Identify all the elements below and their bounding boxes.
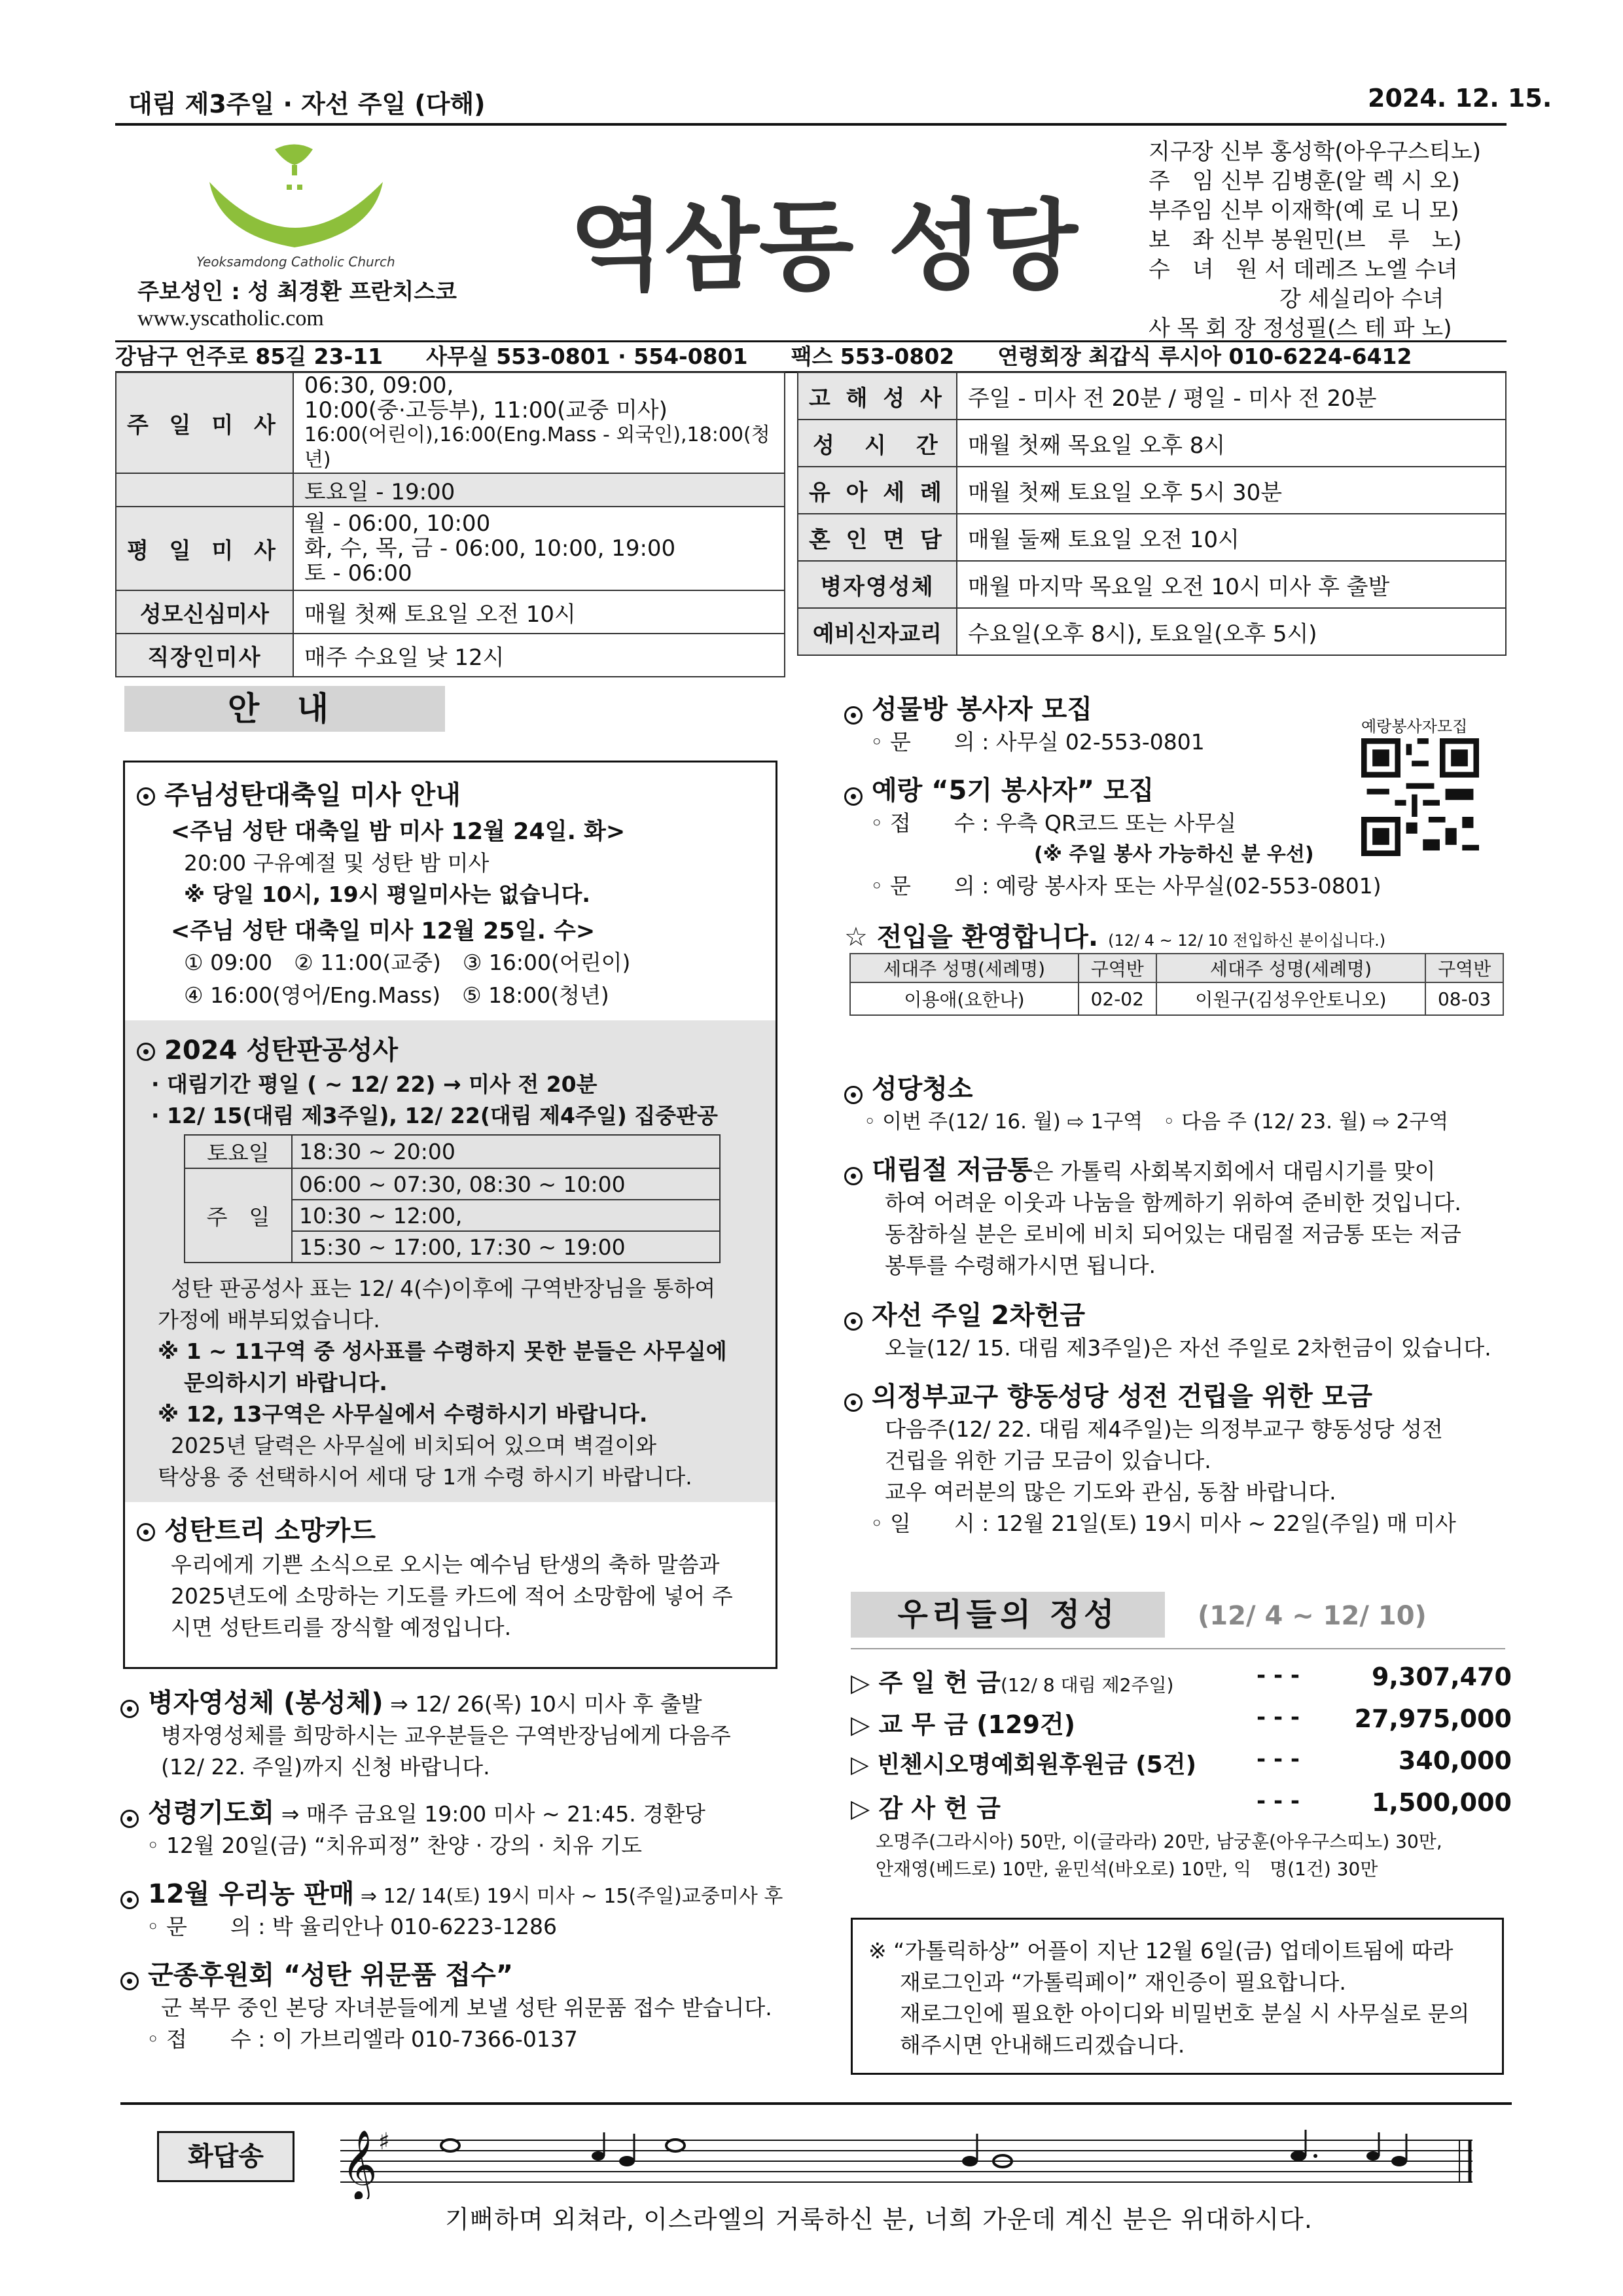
sched-value: 수요일(오후 8시), 토요일(오후 5시) [957,608,1506,655]
army-heading [120,1954,513,1992]
thanks-line: 안재영(베드로) 10만, 윤민석(바오로) 10만, 익 명(1건) 30만 [876,1858,1378,1880]
thanks-line: 오명주(그라시아) 50만, 이(글라라) 20만, 남궁훈(아우구스띠노) 30만, [876,1831,1442,1852]
day-line: ④ 16:00(영어/Eng.Mass) ⑤ 18:00(청년) [184,982,609,1008]
staff-line: 지구장 신부 홍성학(아우구스티노) [1149,139,1481,165]
circle-bullet-icon [120,1700,139,1718]
section-tail: 은 가톨릭 사회복지회에서 대림시기를 맞이 [1032,1158,1436,1184]
music-notation-icon [340,2121,1472,2199]
tree-line: 우리에게 기쁜 소식으로 오시는 예수님 탄생의 축하 말씀과 [171,1552,720,1577]
logo-caption: Yeoksamdong Catholic Church [196,254,395,270]
announce-title: 안 내 [227,690,342,728]
day-heading: <주님 성탄 대축일 미사 12월 25일. 수> [171,918,596,944]
offering-row [851,1788,1512,1824]
sick-communion-heading [120,1682,702,1719]
offering-note: (12/ 8 대림 제2주일) [1000,1674,1174,1696]
sched-label: 병자영성체 [798,561,957,608]
notice-line: 재로그인에 필요한 아이디와 비밀번호 분실 시 사무실로 문의 [900,2001,1470,2026]
sched-label: 유 아 세 례 [798,467,957,514]
staff-line: 주 임 신부 김병훈(알 렉 시 오) [1149,168,1460,194]
day-line: ① 09:00 ② 11:00(교중) ③ 16:00(어린이) [184,950,631,975]
tree-line: 시면 성탄트리를 장식할 예정입니다. [171,1615,512,1640]
yerang-heading [844,770,1154,807]
weekday-line: 화, 수, 목, 금 - 06:00, 10:00, 19:00 [304,535,676,562]
conf-time: 15:30 ~ 17:00, 17:30 ~ 19:00 [292,1231,720,1263]
army-line: 군 복무 중인 본당 자녀분들에게 보낼 성탄 위문품 접수 받습니다. [161,1995,772,2020]
circle-bullet-icon [137,1523,155,1541]
conf-time: 10:30 ~ 12:00, [292,1200,720,1231]
section-note: (12/ 4 ~ 12/ 10 전입하신 분이십니다.) [1108,931,1386,950]
weekday-line: 토 - 06:00 [304,560,412,586]
saturday-mass: 토요일 - 19:00 [293,473,785,507]
announce-title-bar [124,686,445,732]
circle-bullet-icon [844,1312,863,1331]
offering-row [851,1704,1512,1740]
staff-line: 보 좌 신부 봉원민(브 루 노) [1149,227,1462,253]
offering-label: ▷ 빈첸시오명예회원후원금 (5건) [851,1751,1197,1778]
psalm-text: 기뻐하며 외쳐라, 이스라엘의 거룩하신 분, 너희 가운데 계신 분은 위대하시다. [445,2205,1313,2234]
weekday-mass-times [293,507,785,590]
sched-label: 예비신자교리 [798,608,957,655]
staff-line: 부주임 신부 이재학(예 로 니 모) [1149,198,1459,224]
section-title: 2024 성탄판공성사 [164,1035,399,1066]
savings-heading [844,1149,1436,1187]
confession-panel [125,1020,776,1502]
yerang-line: ◦ 문 의 : 예랑 봉사자 또는 사무실(02-553-0801) [870,873,1382,899]
circle-bullet-icon [844,1167,863,1185]
goods-line: ◦ 문 의 : 사무실 02-553-0801 [870,729,1205,755]
conf-time: 18:30 ~ 20:00 [292,1135,720,1168]
qr-code-icon[interactable] [1361,738,1479,856]
savings-line: 봉투를 수령해가시면 됩니다. [885,1253,1156,1278]
staff-line: 강 세실리아 수녀 [1279,286,1444,312]
confession-line: · 12/ 15(대림 제3주일), 12/ 22(대림 제4주일) 집중판공 [151,1103,718,1128]
sunday-mass-label: 주 일 미 사 [116,372,293,473]
weekday-mass-label: 평 일 미 사 [116,507,293,590]
sched-value: 매월 첫째 토요일 오후 5시 30분 [957,467,1506,514]
church-logo [196,136,393,267]
marian-mass-value: 매월 첫째 토요일 오전 10시 [293,590,785,634]
tree-heading [137,1510,376,1547]
confession-note: ※ 12, 13구역은 사무실에서 수령하시기 바랍니다. [158,1401,648,1427]
circle-bullet-icon [844,1393,863,1412]
offering-dash: - - - [1257,1746,1300,1772]
offering-rule [851,1648,1505,1649]
section-title: ☆ 전입을 환영합니다. [844,922,1099,952]
offering-row [851,1662,1512,1698]
section-tail: ⇒ 12/ 26(목) 10시 미사 후 출발 [383,1691,702,1717]
section-title: 자선 주일 2차헌금 [872,1300,1086,1331]
section-title: 군종후원회 “성탄 위문품 접수” [148,1960,514,1990]
circle-bullet-icon [137,1043,155,1061]
section-title: 의정부교구 향동성당 성전 건립을 위한 모금 [872,1382,1373,1412]
building-line: ◦ 일 시 : 12월 21일(토) 19시 미사 ~ 22일(주일) 매 미사 [870,1511,1456,1536]
confession-line: · 대림기간 평일 ( ~ 12/ 22) → 미사 전 20분 [151,1071,597,1097]
welcome-header: 구역반 [1079,954,1156,982]
christmas-box [123,761,777,1669]
confession-note: 문의하시기 바랍니다. [184,1370,387,1395]
confession-time-table [184,1134,721,1263]
sacrament-schedule-table [797,372,1507,656]
eve-heading: <주님 성탄 대축일 밤 미사 12월 24일. 화> [171,819,626,845]
address-line: 강남구 언주로 85길 23-11 사무실 553-0801 · 554-0801 팩스 553-0802 연령회장 최갑식 루시아 010-6224-6412 [115,344,1412,369]
offering-list [851,1662,1512,1911]
yerang-line: ◦ 접 수 : 우측 QR코드 또는 사무실 [870,810,1237,836]
staff-list [1149,137,1481,344]
sunday-mass-times [293,372,785,473]
notice-line: 해주시면 안내해드리겠습니다. [900,2032,1185,2058]
circle-bullet-icon [844,706,863,725]
cleaning-heading [844,1068,973,1105]
dove-cross-icon [196,136,393,267]
notice-line: ※ “가톨릭하상” 어플이 지난 12월 6일(금) 업데이트됨에 따라 [868,1938,1454,1964]
eve-line: ※ 당일 10시, 19시 평일미사는 없습니다. [184,882,590,907]
offering-title: 우리들의 정성 [897,1596,1118,1633]
section-title: 성탄트리 소망카드 [164,1516,376,1546]
notice-line: 재로그인과 “가톨릭페이” 재인증이 필요합니다. [900,1969,1346,1995]
conf-day: 토요일 [185,1135,292,1168]
sched-value: 주일 - 미사 전 20분 / 평일 - 미사 전 20분 [957,372,1506,420]
savings-line: 동참하실 분은 로비에 비치 되어있는 대림절 저금통 또는 저금 [885,1221,1461,1247]
address-bar [115,340,1507,373]
circle-bullet-icon [120,1972,139,1990]
staff-line: 사 목 회 장 정성필(스 테 파 노) [1149,315,1452,342]
worker-mass-label: 직장인미사 [116,634,293,677]
christmas-mass-heading [137,774,461,812]
qr-label: 예랑봉사자모집 [1361,717,1468,736]
offering-dash: - - - [1257,1788,1300,1814]
confession-note: 탁상용 중 선택하시어 세대 당 1개 수령 하시기 바랍니다. [158,1464,692,1490]
sick-line: (12/ 22. 주일)까지 신청 바랍니다. [161,1754,490,1780]
staff-line: 수 녀 원 서 데레즈 노엘 수녀 [1149,257,1458,283]
welcome-cell: 이용애(요한나) [850,982,1079,1015]
circle-bullet-icon [137,787,155,806]
offering-amount: 340,000 [1398,1746,1512,1775]
weekday-line: 월 - 06:00, 10:00 [304,511,491,537]
right-items [844,689,1512,1592]
bulletin-date: 2024. 12. 15. [1368,84,1552,113]
left-items [120,1682,781,2101]
circle-bullet-icon [844,1086,863,1104]
circle-bullet-icon [844,787,863,806]
church-name: 역삼동 성당 [569,190,1078,304]
circle-bullet-icon [120,1810,139,1828]
savings-line: 하여 어려운 이웃과 나눔을 함께하기 위하여 준비한 것입니다. [885,1190,1461,1215]
sunday-line: 06:30, 09:00, [304,372,454,399]
confession-note: 성탄 판공성사 표는 12/ 4(수)이후에 구역반장님을 통하여 [171,1276,716,1301]
section-title: 주님성탄대축일 미사 안내 [164,780,461,810]
patron-saint: 주보성인 : 성 최경환 프란치스코 [137,279,457,305]
conf-day: 주 일 [185,1168,292,1263]
building-line: 다음주(12/ 22. 대림 제4주일)는 의정부교구 향동성당 성전 [885,1416,1443,1442]
sched-label: 성 시 간 [798,420,957,467]
eve-line: 20:00 구유예절 및 성탄 밤 미사 [184,850,490,876]
farm-line: ◦ 문 의 : 박 율리안나 010-6223-1286 [147,1914,557,1939]
goods-heading [844,689,1092,726]
offering-label: ▷ 교 무 금 (129건) [851,1710,1076,1739]
offering-amount: 27,975,000 [1354,1704,1512,1733]
mass-schedule-table [115,372,785,677]
svg-text:♯: ♯ [378,2128,390,2155]
army-line: ◦ 접 수 : 이 가브리엘라 010-7366-0137 [147,2026,578,2052]
section-title: 성령기도회 [148,1798,275,1828]
welcome-heading [844,916,1385,954]
offering-amount: 9,307,470 [1372,1662,1512,1691]
charity-heading [844,1295,1085,1332]
app-notice-box [851,1918,1504,2075]
confession-note: ※ 1 ~ 11구역 중 성사표를 수령하지 못한 분들은 사무실에 [158,1338,727,1364]
section-title: 성당청소 [872,1074,973,1104]
welcome-header: 구역반 [1425,954,1503,982]
confession-note: 2025년 달력은 사무실에 비치되어 있으며 벽걸이와 [171,1433,657,1458]
welcome-cell: 이원구(김성우안토니오) [1156,982,1426,1015]
welcome-table [849,953,1504,1016]
section-tail: ⇒ 12/ 14(토) 19시 미사 ~ 15(주일)교중미사 후 [354,1885,783,1908]
cleaning-line: ◦ 이번 주(12/ 16. 월) ⇨ 1구역 ◦ 다음 주 (12/ 23. 월) ⇨ 2구역 [864,1110,1449,1134]
offering-row [851,1746,1512,1780]
yerang-line: (※ 주일 봉사 가능하신 분 우선) [1034,843,1314,866]
sunday-line: 16:00(어린이),16:00(Eng.Mass - 외국인),18:00(청년) [304,423,770,471]
section-title: 성물방 봉사자 모집 [872,694,1092,725]
section-tail: ⇒ 매주 금요일 19:00 미사 ~ 21:45. 경환당 [274,1801,705,1827]
sched-value: 매월 둘째 토요일 오전 10시 [957,514,1506,561]
sched-value: 매월 첫째 목요일 오후 8시 [957,420,1506,467]
building-line: 건립을 위한 기금 모금이 있습니다. [885,1448,1211,1473]
offering-label: ▷ 감 사 헌 금 [851,1794,1001,1823]
offering-period: (12/ 4 ~ 12/ 10) [1198,1601,1427,1631]
section-title: 예랑 “5기 봉사자” 모집 [872,776,1154,806]
marian-mass-label: 성모신심미사 [116,590,293,634]
sick-line: 병자영성체를 희망하시는 교우분들은 구역반장님에게 다음주 [161,1723,731,1748]
psalm-label: 화답송 [188,2142,264,2172]
welcome-header: 세대주 성명(세례명) [1156,954,1426,982]
building-heading [844,1376,1372,1413]
sunday-line: 10:00(중·고등부), 11:00(교중 미사) [304,397,668,423]
farm-sale-heading [120,1873,783,1910]
holy-spirit-heading [120,1792,705,1829]
welcome-cell: 02-02 [1079,982,1156,1015]
saturday-blank [116,473,293,507]
liturgical-day: 대림 제3주일 · 자선 주일 (다해) [128,90,486,118]
music-staff [340,2121,1472,2199]
confession-note: 가정에 배부되었습니다. [158,1307,380,1333]
offering-title-bar [851,1592,1165,1638]
welcome-header: 세대주 성명(세례명) [850,954,1079,982]
conf-time: 06:00 ~ 07:30, 08:30 ~ 10:00 [292,1168,720,1200]
offering-label: ▷ 주 일 헌 금 [851,1668,1001,1697]
worker-mass-value: 매주 수요일 낮 12시 [293,634,785,677]
section-title: 병자영성체 (봉성체) [148,1688,383,1718]
sched-label: 고 해 성 사 [798,372,957,420]
section-title: 대림절 저금통 [872,1155,1033,1185]
sched-value: 매월 마지막 목요일 오전 10시 미사 후 출발 [957,561,1506,608]
offering-dash: - - - [1257,1662,1300,1689]
building-line: 교우 여러분의 많은 기도와 관심, 동참 바랍니다. [885,1479,1336,1505]
svg-text:𝄞: 𝄞 [342,2129,378,2199]
circle-bullet-icon [120,1891,139,1909]
psalm-label-box [157,2131,294,2182]
charity-line: 오늘(12/ 15. 대림 제3주일)은 자선 주일로 2차헌금이 있습니다. [885,1335,1491,1361]
website-link[interactable]: www.yscatholic.com [137,306,324,331]
sched-label: 혼 인 면 담 [798,514,957,561]
confession-heading [137,1030,398,1067]
spirit-line: ◦ 12월 20일(금) “치유피정” 찬양 · 강의 · 치유 기도 [147,1833,642,1858]
section-title: 12월 우리농 판매 [148,1879,355,1909]
offering-dash: - - - [1257,1704,1300,1731]
header-rule [115,123,1507,126]
bottom-rule [120,2102,1512,2105]
tree-line: 2025년도에 소망하는 기도를 카드에 적어 소망함에 넣어 주 [171,1583,733,1609]
offering-amount: 1,500,000 [1372,1788,1512,1817]
welcome-cell: 08-03 [1425,982,1503,1015]
